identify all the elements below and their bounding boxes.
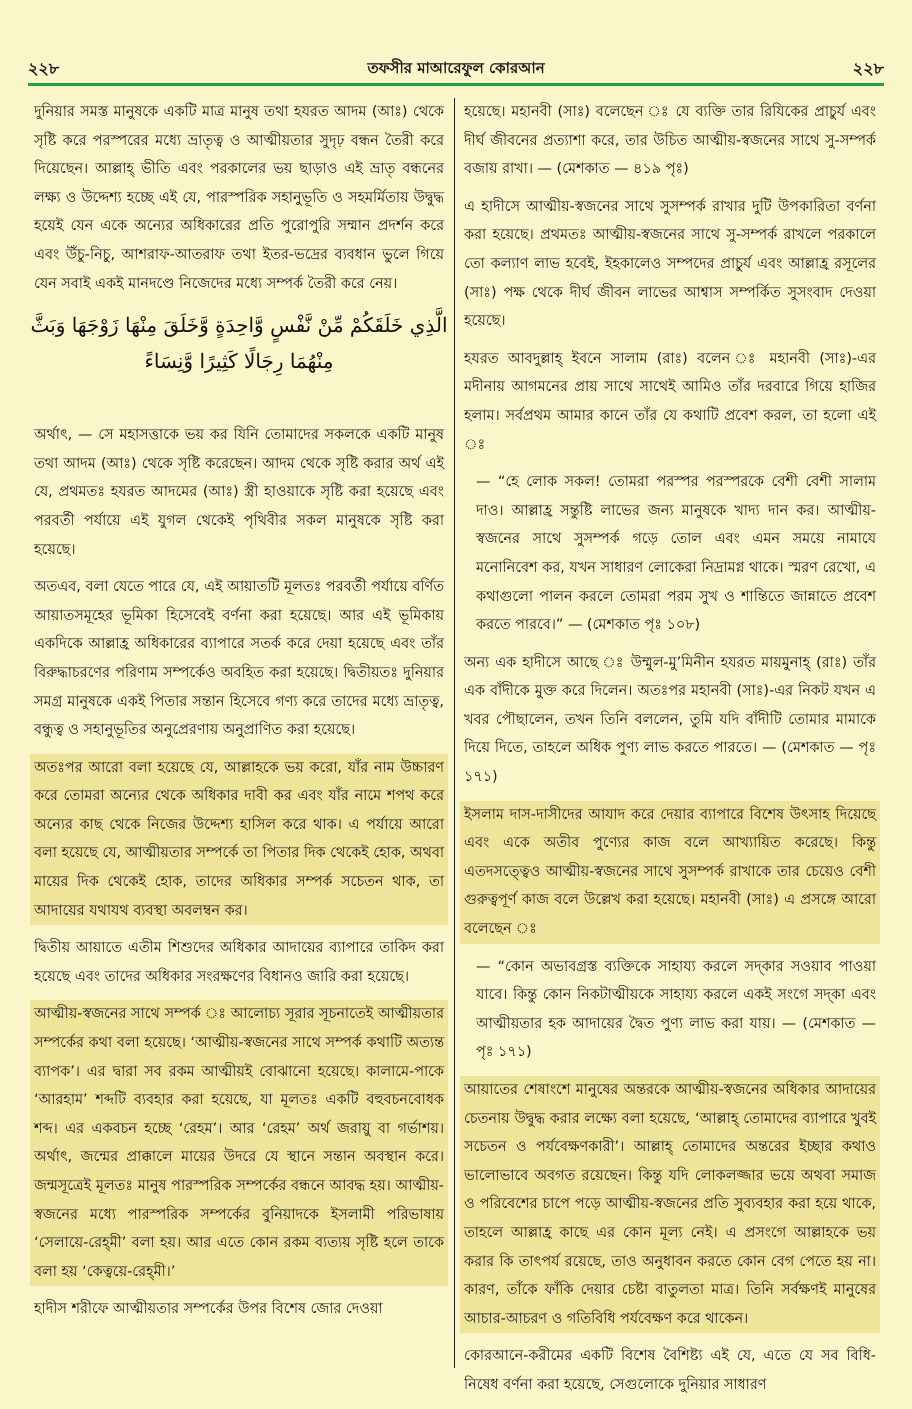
paragraph: হযরত আবদুল্লাহ্ ইবনে সালাম (রাঃ) বলেন ঃ মহানবী (সাঃ)-এর মদীনায় আগমনের প্রায় সাথে সাথেই আমিও তাঁর দরবারে গিয়ে হাজির হলাম। সর্বপ্রথম আমার কানে তাঁর যে কথাটি প্রবেশ করল, তা হলো এই ঃ <box>464 350 876 453</box>
paragraph: ইসলাম দাস-দাসীদের আযাদ করে দেয়ার ব্যাপারে বিশেষ উৎসাহ দিয়েছে এবং একে অতীব পুণ্যের কাজ বলে আখ্যায়িত করেছে। কিন্তু এতদসত্ত্বেও আত্মীয়-স্বজনের সাথে সুসম্পর্ক রাখাকে তার চেয়েও বেশী গুরুত্বপূর্ণ কাজ বলে উল্লেখ করা হয়েছে। মহানবী (সাঃ) এ প্রসঙ্গে আরো বলেছেন ঃ <box>460 801 880 944</box>
page-number-left: ২২৮ <box>28 58 60 78</box>
paragraph: হয়েছে। মহানবী (সাঃ) বলেছেন ঃ যে ব্যক্তি তার রিযিকের প্রাচুর্য এবং দীর্ঘ জীবনের প্রত্যাশা করে, তার উচিত আত্মীয়-স্বজনের সাথে সু-সম্পর্ক বজায় রাখা। — (মেশকাত — ৪১৯ পৃঃ) <box>464 104 876 178</box>
paragraph: আয়াতের শেষাংশে মানুষের অন্তরকে আত্মীয়-স্বজনের অধিকার আদায়ের চেতনায় উদ্বুদ্ধ করার লক্ষ্যে বলা হয়েছে, ‘আল্লাহ্ তোমাদের ব্যাপারে খুবই সচেতন ও পর্যবেক্ষণকারী’। আল্লাহ্ তোমাদের অন্তরের ইচ্ছার কথাও ভালোভাবে অবগত রয়েছেন। কিন্তু যদি লোকলজ্জার ভয়ে অথবা সমাজ ও পরিবেশের চাপে পড়ে আত্মীয়-স্বজনের প্রতি সুব্যবহার করা হয়ে থাকে, তাহলে আল্লাহ্র কাছে এর কোন মূল্য নেই। এ প্রসংগে আল্লাহকে ভয় করার কি তাৎপর্য রয়েছে, তাও অনুধাবন করতে কোন বেগ পেতে হয় না। কারণ, তাঁকে ফাঁকি দেয়ার চেষ্টা বাতুলতা মাত্র। তিনি সর্বক্ষণই মানুষের আচার-আচরণ ও গতিবিধি পর্যবেক্ষণ করে থাকেন। <box>460 1076 880 1333</box>
paragraph: অতঃপর আরো বলা হয়েছে যে, আল্লাহকে ভয় করো, যাঁর নাম উচ্চারণ করে তোমরা অন্যের থেকে অধিকার দাবী কর এবং যাঁর নামে শপথ করে অন্যের কাছ থেকে নিজের উদ্দেশ্য হাসিল করে থাক। এ পর্যায়ে আরো বলা হয়েছে যে, আত্মীয়তার সম্পর্কে তা পিতার দিক থেকেই হোক, অথবা মায়ের দিক থেকেই হোক, তাদের অধিকার সম্পর্ক সচেতন থাক, তা আদায়ের যথাযথ ব্যবস্থা অবলম্বন কর। <box>30 754 448 926</box>
arabic-verse <box>30 307 448 379</box>
paragraph: দুনিয়ার সমস্ত মানুষকে একটি মাত্র মানুষ তথা হযরত আদম (আঃ) থেকে সৃষ্টি করে পরস্পরের মধ্যে ভ্রাতৃত্ব ও আত্মীয়তার সুদৃঢ় বন্ধন তৈরী করে দিয়েছেন। আল্লাহ্ ভীতি এবং পরকালের ভয় ছাড়াও এই ভ্রাতৃ বন্ধনের লক্ষ্য ও উদ্দেশ্য হচ্ছে এই যে, পারস্পরিক সহানুভূতি ও সহমর্মিতায় উদ্বুদ্ধ হয়েই যেন একে অন্যের অধিকারের প্রতি পুরোপুরি সম্মান প্রদর্শন করে এবং উঁচু-নিচু, আশরাফ-আতরাফ তথা ইতর-ভদ্রের ব্যবধান ভুলে গিয়ে যেন সবাই একই মানদণ্ডে নিজেদের মধ্যে সম্পর্ক তৈরী করে নেয়। <box>34 104 444 292</box>
left-column <box>30 98 448 1333</box>
paragraph: দ্বিতীয় আয়াতে এতীম শিশুদের অধিকার আদায়ের ব্যাপারে তাকিদ করা হয়েছে এবং তাদের অধিকার সংরক্ষণের বিধানও জারি করা হয়েছে। <box>34 940 444 985</box>
paragraph: অর্থাৎ, — সে মহাসত্তাকে ভয় কর যিনি তোমাদের সকলকে একটি মানুষ তথা আদম (আঃ) থেকে সৃষ্টি করেছেন। আদম থেকে সৃষ্টি করার অর্থ এই যে, প্রথমতঃ হযরত আদমের (আঃ) স্ত্রী হাওয়াকে সৃষ্টি করা হয়েছে এবং পরবর্তী পর্যায়ে এই যুগল থেকেই পৃথিবীর সকল মানুষকে সৃষ্টি করা হয়েছে। <box>34 427 444 558</box>
book-title: তফসীর মাআরেফুল কোরআন <box>367 58 545 77</box>
quote-paragraph: — “হে লোক সকল! তোমরা পরস্পর পরস্পরকে বেশী বেশী সালাম দাও। আল্লাহ্র সন্তুষ্টি লাভের জন্য মানুষকে খাদ্য দান কর। আত্মীয়-স্বজনের সাথে সুসম্পর্ক গড়ে তোল এবং এমন সময়ে নামাযে মনোনিবেশ কর, যখন সাধারণ লোকেরা নিদ্রামগ্ন থাকে। স্মরণ রেখো, এ কথাগুলো পালন করলে তোমরা পরম সুখ ও শান্তিতে জান্নাতে প্রবেশ করতে পারবে।” — (মেশকাত পৃঃ ১০৮) <box>476 474 876 634</box>
paragraph: হাদীস শরীফে আত্মীয়তার সম্পর্কের উপর বিশেষ জোর দেওয়া <box>34 1301 383 1318</box>
page-header <box>28 56 884 82</box>
right-column <box>460 98 880 1409</box>
paragraph: এ হাদীসে আত্মীয়-স্বজনের সাথে সুসম্পর্ক রাখার দুটি উপকারিতা বর্ণনা করা হয়েছে। প্রথমতঃ আত্মীয়-স্বজনের সাথে সু-সম্পর্ক রাখলে পরকালে তো কল্যাণ লাভ হবেই, ইহকালেও সম্পদের প্রাচুর্য এবং আল্লাহ্র রসূলের (সাঃ) পক্ষ থেকে দীর্ঘ জীবন লাভের আশ্বাস সম্পর্কিত সুসংবাদ দেওয়া হয়েছে। <box>464 198 876 330</box>
header-rule <box>28 83 884 86</box>
paragraph: অন্য এক হাদীসে আছে ঃ উম্মুল-মু’মিনীন হযরত মায়মুনাহ্ (রাঃ) তাঁর এক বাঁদীকে মুক্ত করে দিলেন। অতঃপর মহানবী (সাঃ)-এর নিকট যখন এ খবর পৌছালেন, তখন তিনি বললেন, তুমি যদি বাঁদীটি তোমার মামাকে দিয়ে দিতে, তাহলে অধিক পুণ্য লাভ করতে পারতে। — (মেশকাত — পৃঃ ১৭১) <box>464 654 876 786</box>
paragraph: কোরআনে-করীমের একটি বিশেষ বৈশিষ্ট্য এই যে, এতে যে সব বিধি-নিষেধ বর্ণনা করা হয়েছে, সেগুলোকে দুনিয়ার সাধারণ <box>464 1348 876 1393</box>
column-divider <box>454 98 455 1368</box>
quote-paragraph: — “কোন অভাবগ্রস্ত ব্যক্তিকে সাহায্য করলে সদ্কার সওয়াব পাওয়া যাবে। কিন্তু কোন নিকটাত্মীয়কে সাহায্য করলে একই সংগে সদ্কা এবং আত্মীয়তার হক আদায়ের দ্বৈত পুণ্য লাভ করা যায়। — (মেশকাত — পৃঃ ১৭১) <box>476 958 876 1061</box>
page-number-right: ২২৮ <box>852 58 884 78</box>
arabic-line: الَّذِي خَلَقَكُمْ مِّنْ نَّفْسٍ وَّاحِدَةٍ وَّخَلَقَ مِنْهَا زَوْجَهَا وَبَثَّ <box>30 313 448 338</box>
paragraph: আত্মীয়-স্বজনের সাথে সম্পর্ক ঃ আলোচ্য সূরার সূচনাতেই আত্মীয়তার সম্পর্কের কথা বলা হয়েছে। ‘আত্মীয়-স্বজনের সাথে সম্পর্ক কথাটি অত্যন্ত ব্যাপক’। এর দ্বারা সব রকম আত্মীয়ই বোঝানো হয়েছে। কালামে-পাকে ‘আরহাম’ শব্দটি ব্যবহার করা হয়েছে, যা মূলতঃ একটি বহুবচনবোধক শব্দ। এর একবচন হচ্ছে ‘রেহম’। আর ‘রেহম’ অর্থ জরায়ু বা গর্ভাশয়। অর্থাৎ, জন্মের প্রাক্কালে মায়ের উদরে যে স্থানে সন্তান অবস্থান করে। জন্মসূত্রেই মূলতঃ মানুষ পারস্পরিক সম্পর্কের বন্ধনে আবদ্ধ হয়। আত্মীয়-স্বজনের মধ্যে পারস্পরিক সম্পর্কের বুনিয়াদকে ইসলামী পরিভাষায় ‘সেলায়ে-রেহ্‌মী’ বলা হয়। আর এতে কোন রকম ব্যত্যয় সৃষ্টি হলে তাকে বলা হয় ‘কেত্বয়ে-রেহ্‌মী।’ <box>30 1000 448 1286</box>
paragraph: অতএব, বলা যেতে পারে যে, এই আয়াতটি মূলতঃ পরবর্তী পর্যায়ে বর্ণিত আয়াতসমূহের ভূমিকা হিসেবেই বর্ণনা করা হয়েছে। আর এই ভূমিকায় একদিকে আল্লাহ্র অধিকারের ব্যাপারে সতর্ক করে দেয়া হয়েছে এবং তাঁর বিরুদ্ধাচরণের পরিণাম সম্পর্কেও অবহিত করা হয়েছে। দ্বিতীয়তঃ দুনিয়ার সমগ্র মানুষকে একই পিতার সন্তান হিসেবে গণ্য করে তাদের মধ্যে ভ্রাতৃত্ব, বন্ধুত্ব ও সহানুভূতির অনুপ্রেরণায় অনুপ্রাণিত করা হয়েছে। <box>34 579 444 739</box>
arabic-line: مِنْهُمَا رِجَالًا كَثِيرًا وَّنِسَاءً <box>144 349 334 374</box>
